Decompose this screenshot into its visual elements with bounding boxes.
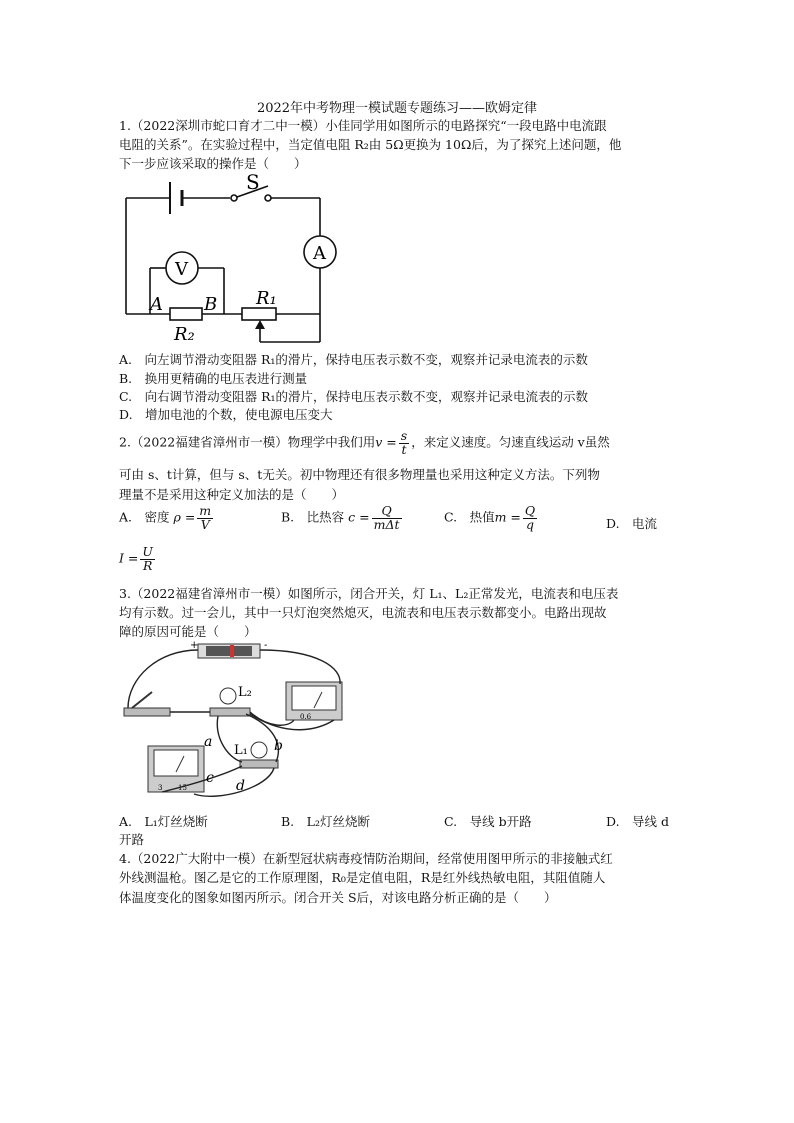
q1-circuit-diagram bbox=[118, 172, 338, 344]
l1-label: L₁ bbox=[234, 743, 248, 758]
q-denominator: q bbox=[526, 516, 535, 532]
q2-stem-line1 bbox=[119, 430, 610, 456]
ammeter-label: A bbox=[313, 243, 326, 264]
q2-option-a[interactable] bbox=[119, 505, 215, 531]
page-title: 2022年中考物理一模试题专题练习——欧姆定律 bbox=[256, 101, 538, 116]
q1-stem-line2: 电阻的关系”。在实验过程中，当定值电阻 R₂由 5Ω更换为 10Ω后，为了探究上述问题，他 bbox=[119, 137, 622, 152]
velocity-fraction bbox=[399, 430, 409, 456]
m-numerator: m bbox=[199, 503, 212, 518]
q1-stem-line3: 下一步应该采取的操作是（ ） bbox=[119, 156, 307, 171]
voltmeter-label: V bbox=[175, 259, 188, 280]
q3-stem-line1: 3.（2022福建省漳州市一模）如图所示，闭合开关，灯 L₁、L₂正常发光，电流表和电压表 bbox=[119, 586, 619, 601]
q1-option-a[interactable]: A. 向左调节滑动变阻器 R₁的滑片，保持电压表示数不变，观察并记录电流表的示数 bbox=[119, 352, 588, 367]
q1-option-b[interactable]: B. 换用更精确的电压表进行测量 bbox=[119, 371, 308, 386]
q1-option-d[interactable]: D. 增加电池的个数，使电源电压变大 bbox=[119, 407, 333, 422]
q1-stem-line1: 1.（2022深圳市蛇口育才二中一模）小佳同学用如图所示的电路探究“一段电路中电流跟 bbox=[119, 118, 607, 133]
wire-a-label: a bbox=[204, 734, 213, 750]
option-a-label: A. 密度 bbox=[119, 509, 170, 525]
q2-numerator: Q bbox=[524, 503, 536, 518]
q2-stem-line2: 可由 s、t计算，但与 s、t无关。初中物理还有很多物理量也采用这种定义方法。下列物 bbox=[119, 467, 600, 482]
q2-option-d-formula bbox=[119, 546, 157, 572]
current-fraction bbox=[140, 546, 155, 572]
q3-option-d-cont: 开路 bbox=[119, 832, 145, 847]
density-fraction bbox=[197, 505, 213, 531]
q-numerator: Q bbox=[372, 505, 402, 519]
s-numerator: s bbox=[400, 428, 408, 443]
m-symbol: m = bbox=[494, 509, 521, 525]
voltmeter-range-3: 3 bbox=[158, 784, 163, 792]
q4-stem-line2: 外线测温枪。图乙是它的工作原理图，R₀是定值电阻，R是红外线热敏电阻，其阻值随人 bbox=[119, 870, 606, 885]
voltmeter-range-15: 15 bbox=[178, 784, 187, 792]
heat-value-fraction bbox=[523, 505, 537, 531]
battery-minus-label: - bbox=[264, 640, 268, 651]
q3-stem-line3: 障的原因可能是（ ） bbox=[119, 624, 257, 639]
wire-b-label: b bbox=[274, 738, 283, 754]
q4-stem-line3: 体温度变化的图象如图丙所示。闭合开关 S后，对该电路分析正确的是（ ） bbox=[119, 890, 557, 905]
mdt-denominator: mΔt bbox=[373, 516, 400, 532]
r2-label: R₂ bbox=[174, 324, 195, 344]
l2-label: L₂ bbox=[238, 685, 252, 700]
q2-stem-line3: 理量不是采用这种定义加法的是（ ） bbox=[119, 487, 345, 502]
point-b-label: B bbox=[204, 294, 218, 315]
i-symbol: I = bbox=[119, 550, 139, 566]
q2-stem-text-b: ，来定义速度。匀速直线运动 v虽然 bbox=[411, 434, 610, 450]
q2-option-c[interactable] bbox=[444, 505, 539, 531]
option-b-label: B. 比热容 bbox=[281, 509, 345, 525]
u-numerator: U bbox=[142, 544, 153, 559]
q2-option-b[interactable] bbox=[281, 505, 404, 531]
q3-option-d[interactable]: D. 导线 d bbox=[606, 814, 670, 829]
ammeter-range-label: 0.6 bbox=[300, 713, 312, 721]
option-c-label: C. 热值 bbox=[444, 509, 495, 525]
q1-option-c[interactable]: C. 向右调节滑动变阻器 R₁的滑片，保持电压表示数不变，观察并记录电流表的示数 bbox=[119, 389, 588, 404]
q3-option-b[interactable]: B. L₂灯丝烧断 bbox=[281, 814, 370, 829]
r1-label: R₁ bbox=[256, 288, 277, 309]
v-symbol: v = bbox=[375, 434, 397, 450]
wire-d-label: d bbox=[236, 778, 245, 794]
q3-circuit-picture bbox=[118, 638, 350, 804]
r-denominator: R bbox=[142, 557, 153, 573]
heat-capacity-fraction bbox=[372, 505, 402, 531]
c-symbol: c = bbox=[348, 509, 370, 525]
v-denominator: V bbox=[200, 516, 210, 532]
t-denominator: t bbox=[401, 441, 407, 457]
wire-c-label: c bbox=[206, 770, 214, 786]
q2-option-d[interactable]: D. 电流 bbox=[606, 516, 658, 531]
battery-plus-label: + bbox=[190, 640, 199, 651]
switch-label: S bbox=[246, 172, 260, 194]
point-a-label: A bbox=[150, 294, 163, 315]
q3-option-a[interactable]: A. L₁灯丝烧断 bbox=[119, 814, 208, 829]
q4-stem-line1: 4.（2022广大附中一模）在新型冠状病毒疫情防治期间，经常使用图甲所示的非接触式红 bbox=[119, 851, 613, 866]
q2-stem-text: 2.（2022福建省漳州市一模）物理学中我们用 bbox=[119, 434, 376, 450]
q3-option-c[interactable]: C. 导线 b开路 bbox=[444, 814, 532, 829]
q3-stem-line2: 均有示数。过一会儿，其中一只灯泡突然熄灭，电流表和电压表示数都变小。电路出现故 bbox=[119, 605, 607, 620]
rho-symbol: ρ = bbox=[173, 509, 196, 525]
